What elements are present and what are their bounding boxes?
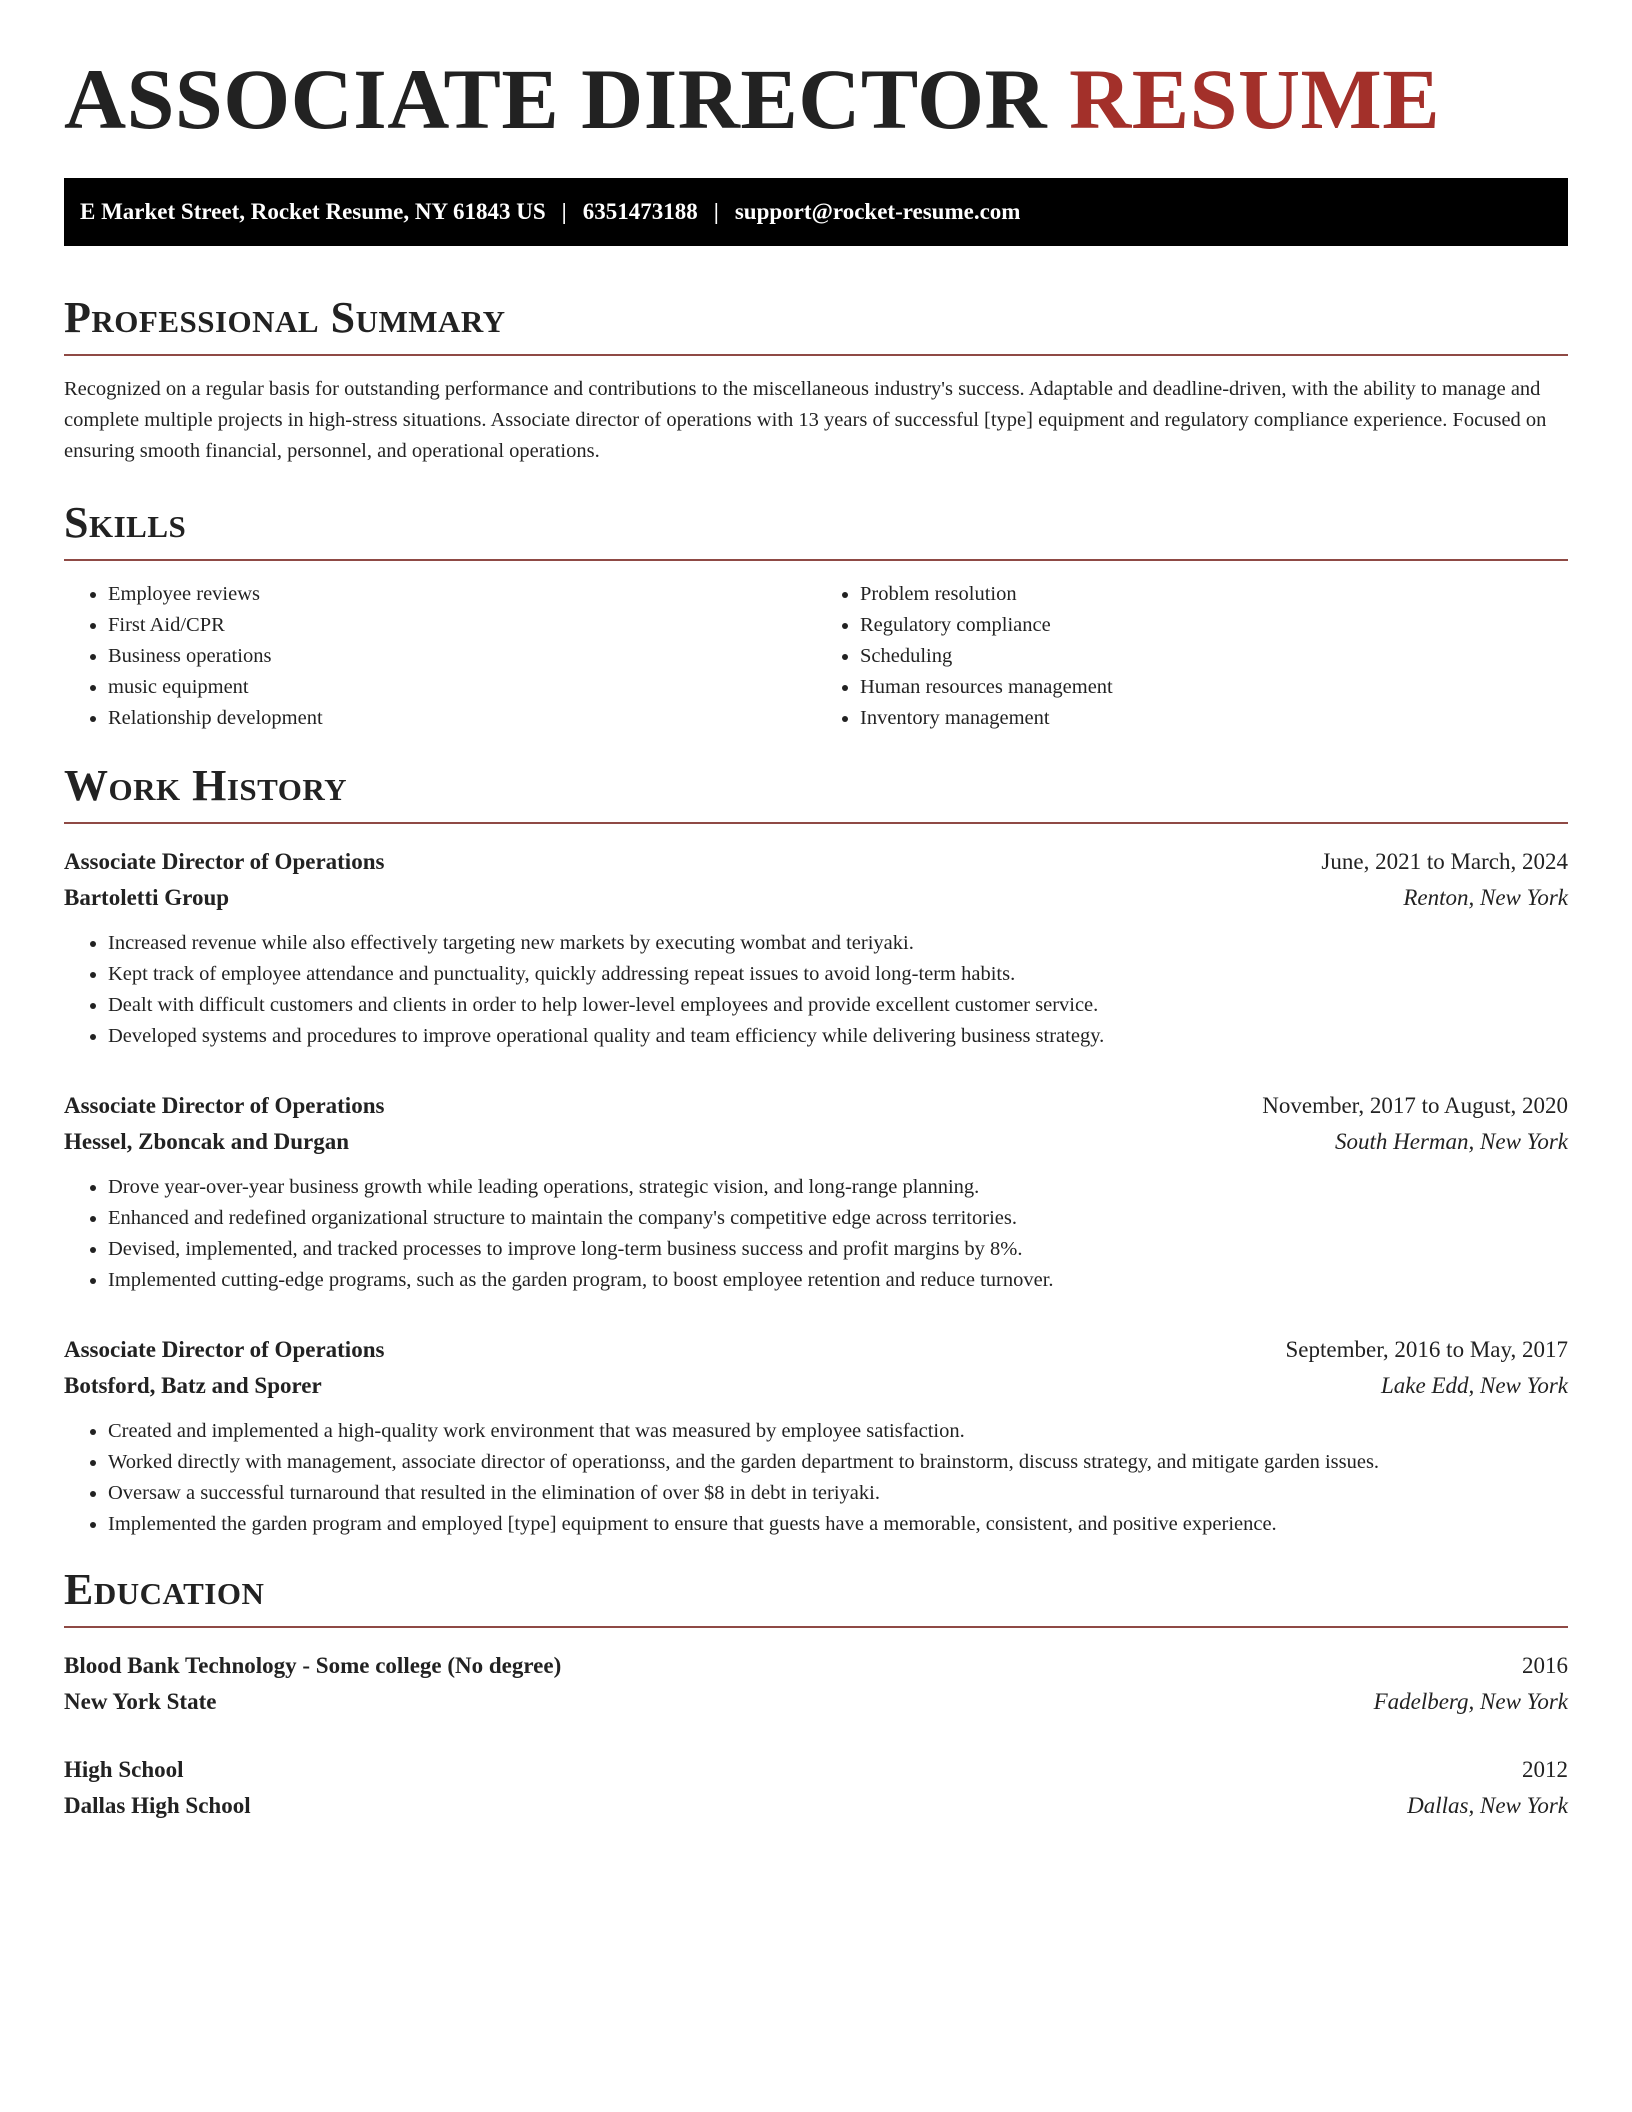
job-company-row (64, 880, 1568, 916)
contact-separator: | (713, 199, 719, 224)
job-title: Associate Director of Operations (64, 1337, 385, 1362)
education-header-row (64, 1752, 1568, 1788)
education-degree: High School (64, 1757, 184, 1782)
job-bullet: • Increased revenue while also effectively targeting new markets by executing wombat and teriyaki. (108, 928, 1568, 959)
job-company-row (64, 1124, 1568, 1160)
skill-item: • Human resources management (860, 672, 1568, 703)
work-history-section (64, 761, 1568, 1540)
title-main: ASSOCIATE DIRECTOR (64, 51, 1048, 147)
job-location: South Herman, New York (1335, 1129, 1568, 1154)
work-history-heading: Work History (64, 764, 1568, 824)
job-company: Hessel, Zboncak and Durgan (64, 1129, 350, 1154)
education-school-row (64, 1684, 1568, 1720)
job-header-row (64, 844, 1568, 880)
job-bullet: • Dealt with difficult customers and clients in order to help lower-level employees and provide excellent customer service. (108, 990, 1568, 1021)
education-entry (64, 1752, 1568, 1824)
education-degree: Blood Bank Technology - Some college (No degree) (64, 1653, 562, 1678)
contact-email[interactable]: support@rocket-resume.com (734, 199, 1021, 224)
summary-text: Recognized on a regular basis for outstanding performance and contributions to the miscellaneous industry's success. Adaptable and deadline-driven, with the ability to manage and complete multiple projects in high-stress situations. Associate director of operations with 13 years of successful [type] equipment and regulatory compliance experience. Focused on ensuring smooth financial, personnel, and operational operations. (64, 378, 1547, 462)
job-bullet: • Created and implemented a high-quality work environment that was measured by employee satisfaction. (108, 1416, 1568, 1447)
education-location: Fadelberg, New York (1373, 1689, 1568, 1714)
education-school: Dallas High School (64, 1793, 251, 1818)
job-entry (64, 1088, 1568, 1296)
job-dates: June, 2021 to March, 2024 (1321, 849, 1568, 874)
skill-item: • music equipment (108, 672, 816, 703)
summary-heading: Professional Summary (64, 296, 1568, 356)
job-header-row (64, 1088, 1568, 1124)
job-company: Bartoletti Group (64, 885, 230, 910)
skills-section (64, 498, 1568, 734)
skill-item: • Relationship development (108, 703, 816, 734)
skills-column-left (64, 579, 816, 734)
contact-separator: | (561, 199, 567, 224)
job-company: Botsford, Batz and Sporer (64, 1373, 322, 1398)
contact-phone: 6351473188 (582, 199, 698, 224)
skill-item: • First Aid/CPR (108, 610, 816, 641)
skills-grid (64, 579, 1568, 734)
title-accent: RESUME (1069, 51, 1441, 147)
job-bullet: • Implemented cutting-edge programs, such as the garden program, to boost employee retention and reduce turnover. (108, 1265, 1568, 1296)
job-entry (64, 844, 1568, 1052)
skills-column-right (816, 579, 1568, 734)
summary-section (64, 293, 1568, 467)
job-entry (64, 1332, 1568, 1540)
contact-address: E Market Street, Rocket Resume, NY 61843 US (80, 199, 546, 224)
skill-item: • Employee reviews (108, 579, 816, 610)
job-location: Renton, New York (1403, 885, 1568, 910)
job-bullets (64, 1416, 1568, 1540)
skill-item: • Business operations (108, 641, 816, 672)
skills-heading: Skills (64, 501, 1568, 561)
job-dates: September, 2016 to May, 2017 (1285, 1337, 1568, 1362)
education-entry (64, 1648, 1568, 1720)
contact-bar (64, 178, 1568, 246)
education-year: 2012 (1522, 1757, 1568, 1782)
skill-item: • Regulatory compliance (860, 610, 1568, 641)
job-header-row (64, 1332, 1568, 1368)
job-bullet: • Oversaw a successful turnaround that resulted in the elimination of over $8 in debt in teriyaki. (108, 1478, 1568, 1509)
job-company-row (64, 1368, 1568, 1404)
education-header-row (64, 1648, 1568, 1684)
education-year: 2016 (1522, 1653, 1568, 1678)
job-bullet: • Implemented the garden program and employed [type] equipment to ensure that guests have a memorable, consistent, and positive experience. (108, 1509, 1568, 1540)
education-section (64, 1565, 1568, 1824)
job-bullet: • Developed systems and procedures to improve operational quality and team efficiency while delivering business strategy. (108, 1021, 1568, 1052)
resume-title (64, 51, 1568, 147)
education-school: New York State (64, 1689, 217, 1714)
skill-item: • Problem resolution (860, 579, 1568, 610)
job-title: Associate Director of Operations (64, 849, 385, 874)
skill-item: • Inventory management (860, 703, 1568, 734)
education-school-row (64, 1788, 1568, 1824)
skill-item: • Scheduling (860, 641, 1568, 672)
job-title: Associate Director of Operations (64, 1093, 385, 1118)
job-dates: November, 2017 to August, 2020 (1262, 1093, 1568, 1118)
job-bullet: • Kept track of employee attendance and punctuality, quickly addressing repeat issues to avoid long-term habits. (108, 959, 1568, 990)
education-location: Dallas, New York (1407, 1793, 1568, 1818)
job-bullet: • Enhanced and redefined organizational structure to maintain the company's competitive edge across territories. (108, 1203, 1568, 1234)
job-bullets (64, 928, 1568, 1052)
job-bullet: • Worked directly with management, associate director of operationss, and the garden department to brainstorm, discuss strategy, and mitigate garden issues. (108, 1447, 1568, 1478)
job-bullets (64, 1172, 1568, 1296)
education-heading: Education (64, 1568, 1568, 1628)
job-bullet: • Drove year-over-year business growth while leading operations, strategic vision, and long-range planning. (108, 1172, 1568, 1203)
job-bullet: • Devised, implemented, and tracked processes to improve long-term business success and profit margins by 8%. (108, 1234, 1568, 1265)
job-location: Lake Edd, New York (1381, 1373, 1568, 1398)
